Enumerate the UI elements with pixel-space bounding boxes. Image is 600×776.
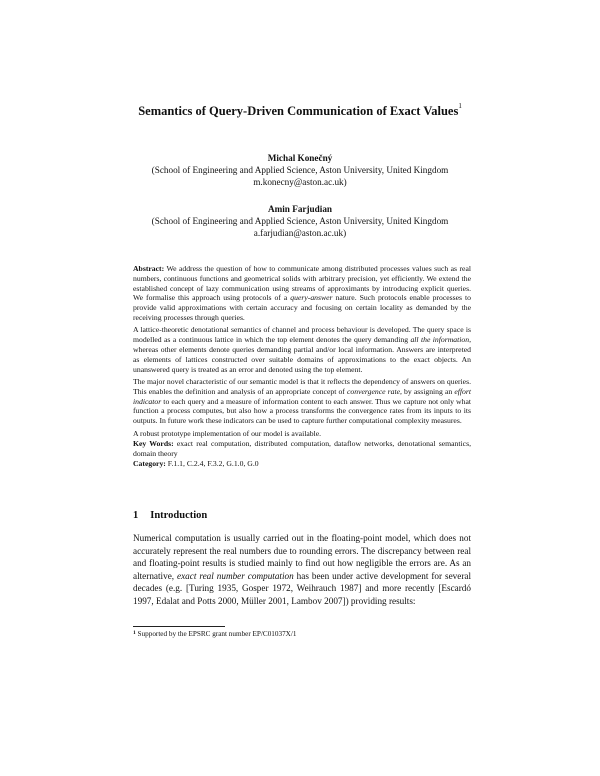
abstract-paragraph-4: A robust prototype implementation of our model is available. (133, 428, 322, 438)
section-heading (133, 510, 207, 521)
abstract-paragraph-1: Abstract: We address the question of how to communicate among distributed processes values such as real numbers, continuous functions and geometrical solids with arbitrary precision, yet efficiently. We extend the established concept of lazy communication using streams of approximants by introducing explicit queries. We formalise this approach using protocols of a query-answer nature. Such protocols enable processes to provide valid approximations with certain accuracy and focusing on certain locality as demanded by the receiving processes through queries. (133, 264, 471, 322)
abstract-paragraph-3: The major novel characteristic of our semantic model is that it reflects the dependency of answers on queries. This enables the definition and analysis of an appropriate concept of convergence rate, by assigning an effort indicator to each query and a measure of information content to each answer. Thus we capture not only what function a process computes, but also how a process transforms the convergence rates from its inputs to its outputs. In future work these indicators can be used to capture further computational complexity measures. (133, 376, 471, 426)
footnote-text: Supported by the EPSRC grant number EP/C01037X/1 (137, 630, 297, 638)
paper-title (0, 104, 600, 119)
keywords: Key Words: exact real computation, distributed computation, dataflow networks, denotational semantics, domain theory (133, 438, 471, 458)
author-affiliation: (School of Engineering and Applied Science, Aston University, United Kingdom (151, 216, 449, 226)
category-label: Category: (133, 458, 166, 468)
author-name: Amin Farjudian (267, 204, 333, 214)
section-title: Introduction (150, 510, 208, 521)
title-footnote-marker: 1 (458, 102, 462, 110)
section-number: 1 (133, 510, 139, 521)
author-affiliation: (School of Engineering and Applied Science, Aston University, United Kingdom (151, 165, 449, 175)
author-block-1 (0, 152, 600, 188)
abstract-label: Abstract: (133, 264, 165, 273)
author-email: a.farjudian@aston.ac.uk) (253, 228, 347, 238)
footnote-marker: 1 (133, 630, 136, 636)
author-name: Michal Konečný (267, 153, 333, 163)
abstract-block (133, 264, 471, 471)
footnote (133, 630, 296, 638)
category: Category: F.1.1, C.2.4, F.3.2, G.1.0, G.0 (133, 458, 259, 468)
author-block-2 (0, 203, 600, 239)
intro-paragraph: Numerical computation is usually carried out in the floating-point model, which does not accurately represent the real numbers due to rounding errors. The discrepancy between real and floating-point results is studied mainly to find out how negligible the errors are. As an alternative, exact real number computation has been under active development for several decades (e.g. [Turing 1935, Gosper 1972, Weihrauch 1987] and more recently [Escardó 1997, Edalat and Potts 2000, Müller 2001, Lambov 2007]) providing results: (133, 533, 472, 606)
author-email: m.konecny@aston.ac.uk) (253, 177, 347, 187)
title-text: Semantics of Query-Driven Communication of Exact Values (138, 104, 459, 118)
abstract-paragraph-2: A lattice-theoretic denotational semantics of channel and process behaviour is developed. The query space is modelled as a continuous lattice in which the top element denotes the query demanding all the information, whereas other elements denote queries demanding partial and/or local information. Answers are interpreted as elements of lattices constructed over suitable domains of approximations to the exact objects. An unanswered query is treated as an error and denoted using the top element. (133, 325, 471, 374)
keywords-label: Key Words: (133, 438, 174, 448)
footnote-divider (133, 626, 225, 627)
